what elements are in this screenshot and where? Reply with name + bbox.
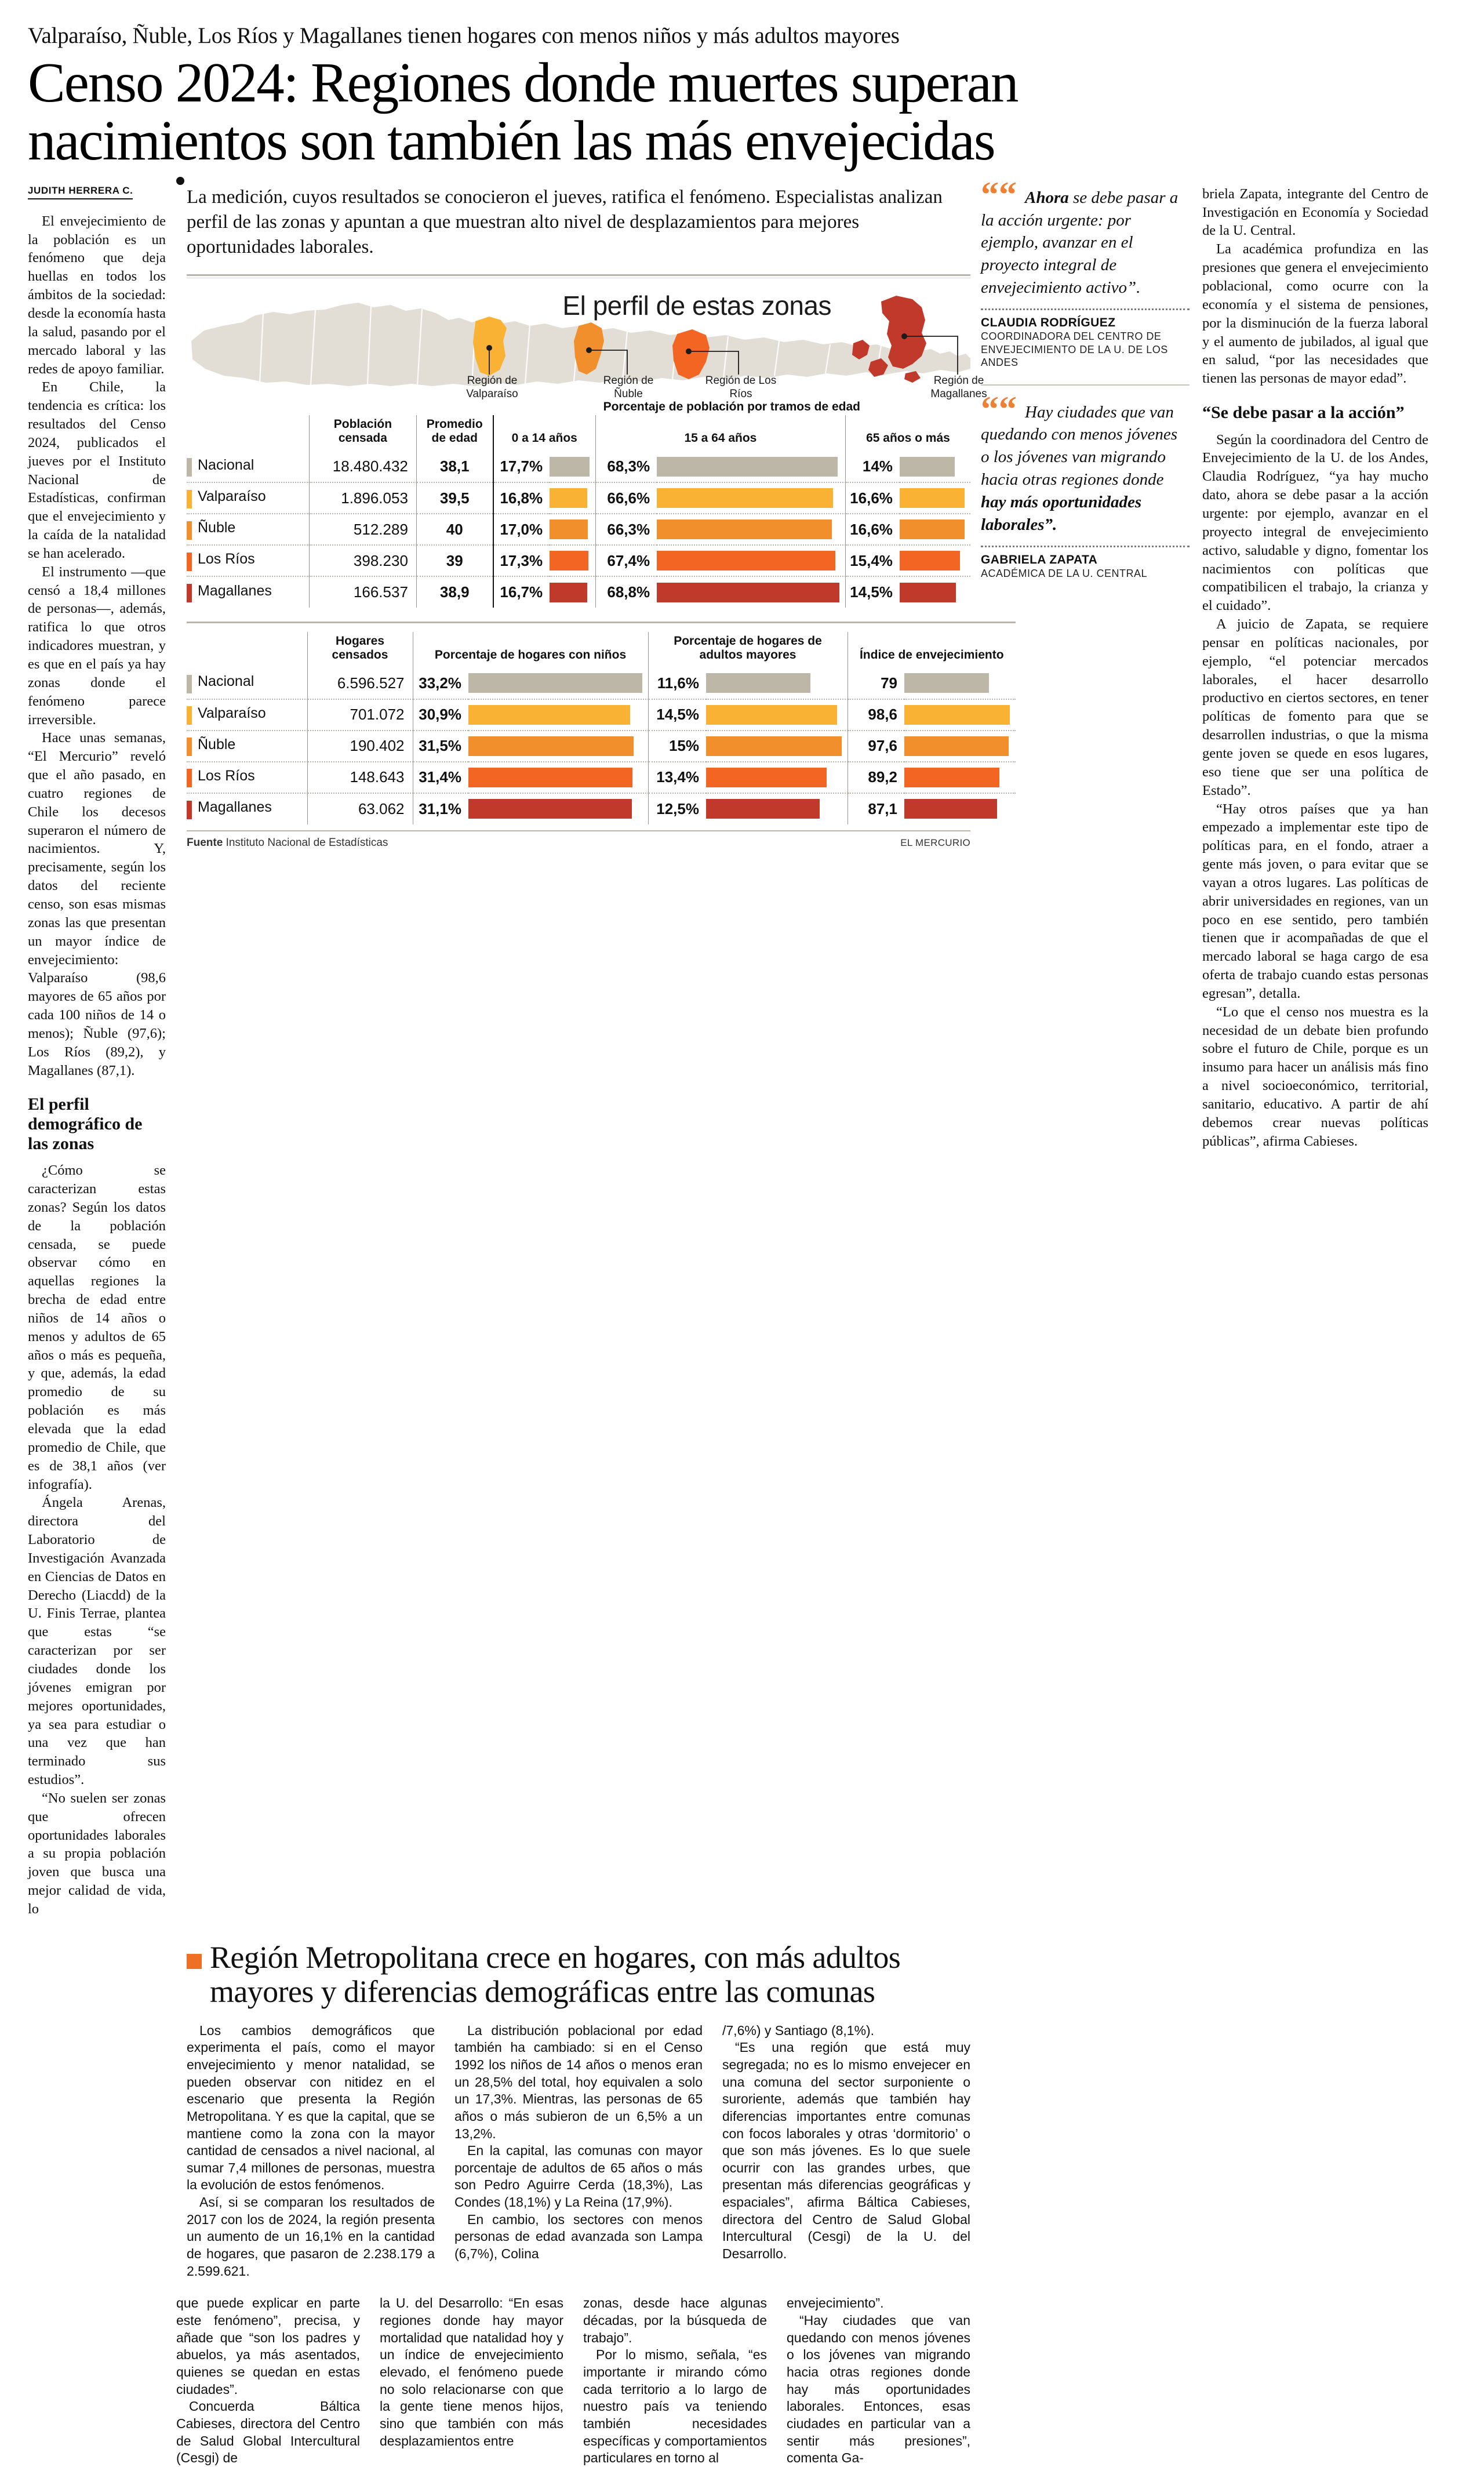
paragraph: /7,6%) y Santiago (8,1%). [722,2022,875,2038]
page-title [28,51,1419,172]
bar-0-14 [550,583,587,602]
cell-pct-0-14: 17,7% [493,451,550,482]
paragraph: Los cambios demográficos que experimenta el país, como el mayor envejecimiento y menor natalidad, se pueden observar con nitidez en el escenario que presenta la Región Metropolitana. Y es que la capital, que se mantiene como la zona con la mayor cantidad de censados a nivel nacional, al sumar 7,4 millones de personas, muestra la evolución de estos fenómenos. [187,2022,435,2193]
col-header-hogares-ninos: Porcentaje de hogares con niños [413,632,648,668]
quote-author-name-1: CLAUDIA RODRÍGUEZ [981,316,1116,330]
bar-0-14 [550,519,588,539]
cell-pct-ninos: 31,5% [413,731,468,762]
col-header-poblacion: Población censada [309,415,416,451]
cell-pct-mayores: 12,5% [648,793,706,824]
row-label: Ñuble [198,519,236,536]
column-gap [970,185,981,1919]
bar-indice [904,768,999,787]
deck-column-1 [187,2022,435,2280]
cell-hogares: 148.643 [307,762,413,793]
row-label: Nacional [198,456,254,473]
paragraph: Hace unas semanas, “El Mercurio” reveló que el año pasado, en cuatro regiones de Chile los decesos superaron el número de nacimientos. Y, precisamente, según los datos del reciente censo, son esas mismas zonas las que presentan un mayor índice de envejecimiento: Valparaíso (98,6 mayores de 65 años por cada 100 niños de 14 o menos); Ñuble (97,6); Los Ríos (89,2), y Magallanes (87,1). [28,730,166,1078]
bar-15-64 [657,488,833,508]
cell-pct-0-14: 16,7% [493,576,550,608]
cell-hogares: 6.596.527 [307,668,413,699]
quote-lead-1: Ahora [1025,188,1069,207]
quote-divider [981,546,1190,547]
kicker-headline: Valparaíso, Ñuble, Los Ríos y Magallanes tienen hogares con menos niños y más adultos mayores [28,23,900,48]
cell-poblacion: 512.289 [309,514,416,545]
bar-hogares-ninos [468,736,634,756]
cell-indice: 98,6 [848,699,904,731]
col-group-age-brackets: Porcentaje de población por tramos de edad [603,400,860,414]
paragraph: “No suelen ser zonas que ofrecen oportunidades laborales a su propia población joven que busca una mejor calidad de vida, lo [28,1790,166,1917]
second-deck-line-2: mayores y diferencias demográficas entre las comunas [210,1974,875,2010]
map-label-nuble: Región de Ñuble [603,375,654,400]
paragraph: En cambio, los sectores con menos personas de edad avanzada son Lampa (6,7%), Colina [454,2211,703,2262]
second-deck-grid [28,1930,1456,2280]
bottom-column-3 [583,2295,767,2467]
paragraph: “Lo que el censo nos muestra es la necesidad de un debate bien profundo sobre el futuro de Chile, porque es un insumo para hacer un análisis más fino a nivel socioeconómico, territorial, sanitario, educativo. A partir de ahí debemos crear nuevas políticas públicas”, afirma Cabieses. [1202,1004,1428,1149]
paragraph: Concuerda Báltica Cabieses, directora del Centro de Salud Global Intercultural (Cesgi) de [176,2399,360,2466]
quotes-column [981,175,1190,1919]
cell-pct-15-64: 68,3% [595,451,657,482]
paragraph: “Hay otros países que ya han empezado a implementar este tipo de políticas para, en el fondo, atraer a gente más joven, o para evitar que se vayan a otros lugares. Las políticas de abrir universidades en regiones, van un poco en ese sentido, pero también tienen que ir acompañadas de que el mercado laboral se haga cargo de esa oferta de trabajo cuando estas personas egresan”, detalla. [1202,801,1428,1001]
quote-author-role-2: ACADÉMICA DE LA U. CENTRAL [981,567,1148,579]
row-color-swatch [187,706,192,725]
row-color-swatch [187,553,192,571]
bar-0-14 [550,457,590,477]
row-color-swatch [187,675,192,693]
row-color-swatch [187,737,192,756]
cell-indice: 89,2 [848,762,904,793]
cell-indice: 87,1 [848,793,904,824]
headline-line-2: nacimientos son también las más envejecidas [28,109,995,172]
row-label: Los Ríos [198,767,255,784]
cell-promedio: 38,9 [416,576,493,608]
cell-pct-65: 14,5% [845,576,900,608]
table-row [187,482,970,514]
quote-lead-2: Hay ciudades que van quedando con menos jóvenes o los jóvenes van migrando hacia otras regiones donde [981,402,1178,489]
paragraph: En la capital, las comunas con mayor porcentaje de adultos de 65 años o más son Pedro Aguirre Cerda (18,3%), Las Condes (18,1%) y La Reina (17,9%). [454,2143,703,2210]
paragraph: Según la coordinadora del Centro de Envejecimiento de la U. de los Andes, Claudia Rodríguez, “ya hay mucho dato, ahora se debe pasar a la acción urgente: por ejemplo, avanzar en el proyecto integral de envejecimiento activo, saludable y digno, fomentar los nacimientos con políticas que compatibilicen el trabajo, la crianza y el cuidado”. [1202,431,1428,614]
bar-hogares-ninos [468,768,632,787]
table-row [187,451,970,482]
cell-pct-mayores: 11,6% [648,668,706,699]
cell-pct-65: 16,6% [845,514,900,545]
standfirst: La medición, cuyos resultados se conocieron el jueves, ratifica el fenómeno. Especialistas analizan perfil de las zonas y apuntan a que muestran alto nivel de desplazamientos para mejores oportunidades laborales. [187,186,943,257]
paragraph: zonas, desde hace algunas décadas, por la búsqueda de trabajo”. [583,2295,767,2345]
newspaper-page [0,23,1484,2466]
cell-pct-15-64: 66,3% [595,514,657,545]
cell-promedio: 38,1 [416,451,493,482]
bar-indice [904,799,997,819]
cell-poblacion: 18.480.432 [309,451,416,482]
bar-65 [900,457,955,477]
table-row [187,699,1016,731]
cell-pct-ninos: 31,4% [413,762,468,793]
row-color-swatch [187,490,192,508]
bar-hogares-mayores [706,799,820,819]
paragraph: En Chile, la tendencia es crítica: los resultados del Censo 2024, publicados el jueves por el Instituto Nacional de Estadísticas, confirman que el envejecimiento y la caída de la natalidad se han acelerado. [28,379,166,561]
right-story-column [1202,185,1428,1919]
infographic [187,274,1004,849]
cell-pct-ninos: 30,9% [413,699,468,731]
cell-pct-mayores: 15% [648,731,706,762]
column-gap [1190,185,1202,1919]
paragraph: Así, si se comparan los resultados de 2017 con los de 2024, la región presenta un aumento de un 16,1% en la cantidad de hogares, que pasaron de 2.238.179 a 2.599.621. [187,2194,435,2279]
deck-column-2 [454,2022,703,2280]
bar-0-14 [550,551,588,571]
chile-map [187,282,987,400]
quote-mark-icon: ““ [981,175,1017,215]
cell-pct-65: 16,6% [845,482,900,514]
cell-poblacion: 398.230 [309,545,416,576]
row-label: Ñuble [198,736,236,753]
paragraph: ¿Cómo se caracterizan estas zonas? Según los datos de la población censada, se puede observar cómo en aquellas regiones la brecha de edad entre niños de 14 años o menos y adultos de 65 años o más es pequeña, y que, además, la edad promedio de su población es más elevada que la edad promedio de Chile, que es de 38,1 años (ver infografía). [28,1162,166,1492]
spacer-right [981,1930,1428,2280]
row-color-swatch [187,584,192,602]
cell-promedio: 39,5 [416,482,493,514]
table-row [187,514,970,545]
bottom-columns [176,2295,970,2467]
second-deck [187,1941,970,2280]
cell-hogares: 190.402 [307,731,413,762]
bar-indice [904,736,1009,756]
cell-pct-0-14: 16,8% [493,482,550,514]
center-block [176,185,1004,1919]
paragraph: La distribución poblacional por edad también ha cambiado: si en el Censo 1992 los niños de 14 años o menos eran un 28,5% del total, hoy equivalen a solo un 17,3%. Mientras, las personas de 65 años o más subieron de un 6,5% a un 13,2%. [454,2022,703,2141]
cell-pct-0-14: 17,0% [493,514,550,545]
pull-quote-2 [981,389,1190,580]
byline: JUDITH HERRERA C. [28,185,133,199]
headline-line-1: Censo 2024: Regiones donde muertes superan [28,51,1018,114]
square-bullet-icon [187,1954,202,1969]
bar-hogares-mayores [706,673,810,693]
col-header-65-mas: 65 años o más [845,415,970,451]
paragraph: Por lo mismo, señala, “es importante ir mirando cómo cada territorio a lo largo de nuestro país va teniendo también necesidades específicas y comportamientos particulares en torno al [583,2347,767,2466]
bar-0-14 [550,488,587,508]
map-label-losrios: Región de Los Ríos [705,375,777,400]
paragraph: El envejecimiento de la población es un fenómeno que deja huellas en todos los ámbitos de la sociedad: desde la economía hasta la salud, pasando por el mercado laboral y las redes de apoyo familiar. [28,213,166,377]
bar-15-64 [657,583,839,602]
credit-el-mercurio: EL MERCURIO [900,837,970,848]
source-text [187,837,388,849]
bar-65 [900,583,956,602]
cell-pct-mayores: 13,4% [648,762,706,793]
paragraph: que puede explicar en parte este fenómeno”, precisa, y añade que “son los padres y abuelos, ya más asentados, quienes se quedan en estas ciudades”. [176,2295,360,2397]
bar-65 [900,551,960,571]
cell-pct-65: 15,4% [845,545,900,576]
cell-pct-15-64: 68,8% [595,576,657,608]
table-row [187,576,970,608]
quote-divider [981,308,1190,310]
row-label: Los Ríos [198,551,255,568]
households-table [187,622,1016,824]
paragraph: envejecimiento”. [787,2295,884,2311]
bar-indice [904,673,989,693]
row-label: Nacional [198,673,254,690]
col-header-indice: Índice de envejecimiento [848,632,1016,668]
bar-hogares-mayores [706,768,827,787]
bar-hogares-ninos [468,673,642,693]
column-gap [166,1930,176,2280]
source-value: Instituto Nacional de Estadísticas [225,836,388,849]
paragraph: La académica profundiza en las presiones que genera el envejecimiento poblacional, como ocurre con la economía y el sistema de pensiones, por la disminución de la fuerza laboral y el aumento de jubilados, al igual que en salud, “por las necesidades que tienen las personas de mayor edad”. [1202,241,1428,387]
col-header-0-14: 0 a 14 años [493,415,596,451]
row-label: Valparaíso [198,488,266,505]
row-label: Magallanes [198,799,272,816]
cell-promedio: 40 [416,514,493,545]
infographic-title: El perfil de estas zonas [562,290,831,321]
bar-indice [904,705,1010,725]
cell-indice: 79 [848,668,904,699]
cell-pct-0-14: 17,3% [493,545,550,576]
bottom-column-2 [380,2295,563,2467]
bar-15-64 [657,457,838,477]
bar-hogares-ninos [468,705,630,725]
row-label: Valparaíso [198,704,266,721]
col-header-hogares-mayores: Porcentaje de hogares de adultos mayores [648,632,848,668]
cell-pct-65: 14% [845,451,900,482]
map-label-magallanes: Región de Magallanes [930,375,987,400]
cell-promedio: 39 [416,545,493,576]
col-header-hogares: Hogares censados [307,632,413,668]
main-content-grid [28,175,1456,1919]
bar-15-64 [657,551,835,571]
cell-pct-ninos: 33,2% [413,668,468,699]
row-label: Magallanes [198,582,272,599]
population-table [187,398,970,608]
pull-quote-1 [981,175,1190,369]
section-subhead: El perfil demográfico de las zonas [28,1095,143,1153]
table-row [187,762,1016,793]
quote-bold-2: hay más oportunidades laborales”. [981,492,1142,534]
table-row [187,668,1016,699]
spacer-left [28,1930,166,2280]
row-color-swatch [187,801,192,819]
bar-hogares-mayores [706,736,842,756]
table-row [187,545,970,576]
paragraph: Ángela Arenas, directora del Laboratorio de Investigación Avanzada en Ciencias de Datos en Derecho (Liacdd) de la U. Finis Terrae, plantea que estas “se caracterizan por ser ciudades donde los jóvenes emigran por mejores oportunidades, ya sea para estudiar o una vez que han terminado sus estudios”. [28,1495,166,1788]
column-gap [970,1930,981,2280]
row-color-swatch [187,521,192,540]
bar-15-64 [657,519,832,539]
section-subhead: “Se debe pasar a la acción” [1202,403,1405,423]
paragraph: A juicio de Zapata, se requiere pensar en políticas nacionales, por ejemplo, “el potenciar mercados laborales, el hacer desarrollo productivo en ciertos sectores, en tener políticas de fomento para que se desarrollen industrias, o que la misma gente joven se quede en esos lugares, eso tiene que ser una política de Estado”. [1202,616,1428,798]
bottom-column-1 [176,2295,360,2467]
bar-65 [900,519,965,539]
cell-pct-15-64: 66,6% [595,482,657,514]
quote-separator [981,384,1190,386]
paragraph: briela Zapata, integrante del Centro de Investigación en Economía y Sociedad de la U. Central. [1202,186,1428,239]
cell-poblacion: 1.896.053 [309,482,416,514]
paragraph: “Es una región que está muy segregada; no es lo mismo envejecer en una comuna del sector surponiente o suroriente, además que también hay diferencias importantes entre comunas con focos laborales y otras ‘dormitorio’ o que son más jóvenes. Es lo que suele ocurrir con las grandes urbes, que presentan más diferencias geográficas y espaciales”, afirma Báltica Cabieses, directora del Centro de Salud Global Intercultural (Cesgi) de la U. del Desarrollo. [722,2040,970,2262]
bottom-column-4 [787,2295,970,2467]
cell-pct-ninos: 31,1% [413,793,468,824]
deck-column-3 [722,2022,970,2280]
quote-mark-icon: ““ [981,389,1017,429]
second-deck-headline [187,1941,970,2010]
col-header-promedio: Promedio de edad [416,415,493,451]
left-story-column [28,185,166,1919]
cell-hogares: 63.062 [307,793,413,824]
quote-author-name-2: GABRIELA ZAPATA [981,553,1098,566]
row-color-swatch [187,458,192,477]
bar-65 [900,488,965,508]
infographic-source-line [187,830,970,849]
paragraph: “Hay ciudades que van quedando con menos jóvenes o los jóvenes van migrando hacia otras regiones donde hay más oportunidades laborales. Entonces, esas ciudades en particular van a sentir más presiones”, comenta Ga- [787,2313,970,2466]
cell-hogares: 701.072 [307,699,413,731]
bar-hogares-mayores [706,705,837,725]
paragraph: El instrumento —que censó a 18,4 millones de personas—, además, ratifica lo que otros indicadores muestran, y es que en el país ya hay zonas donde el fenómeno parece irreversible. [28,564,166,728]
source-label: Fuente [187,836,223,849]
table-row [187,731,1016,762]
map-label-valparaiso: Región de Valparaíso [466,375,518,400]
second-deck-columns [187,2022,970,2280]
table-row [187,793,1016,824]
cell-pct-mayores: 14,5% [648,699,706,731]
cell-pct-15-64: 67,4% [595,545,657,576]
quote-author-role-1: COORDINADORA DEL CENTRO DE ENVEJECIMIENTO DE LA U. DE LOS ANDES [981,330,1168,369]
column-gap [166,185,176,1919]
cell-indice: 97,6 [848,731,904,762]
chile-map-svg [187,288,975,395]
col-header-15-64: 15 a 64 años [595,415,845,451]
paragraph: la U. del Desarrollo: “En esas regiones donde hay mayor mortalidad que natalidad hoy y un índice de envejecimiento elevado, el fenómeno puede no solo relacionarse con que la gente tiene menos hijos, sino que también con más desplazamientos entre [380,2295,563,2448]
quote-rest-1: se debe pasar a la acción urgente: por ejemplo, avanzar en el proyecto integral de envejecimiento activo”. [981,188,1179,297]
second-deck-line-1: Región Metropolitana crece en hogares, con más adultos [210,1939,901,1975]
row-color-swatch [187,769,192,787]
cell-poblacion: 166.537 [309,576,416,608]
bar-hogares-ninos [468,799,632,819]
